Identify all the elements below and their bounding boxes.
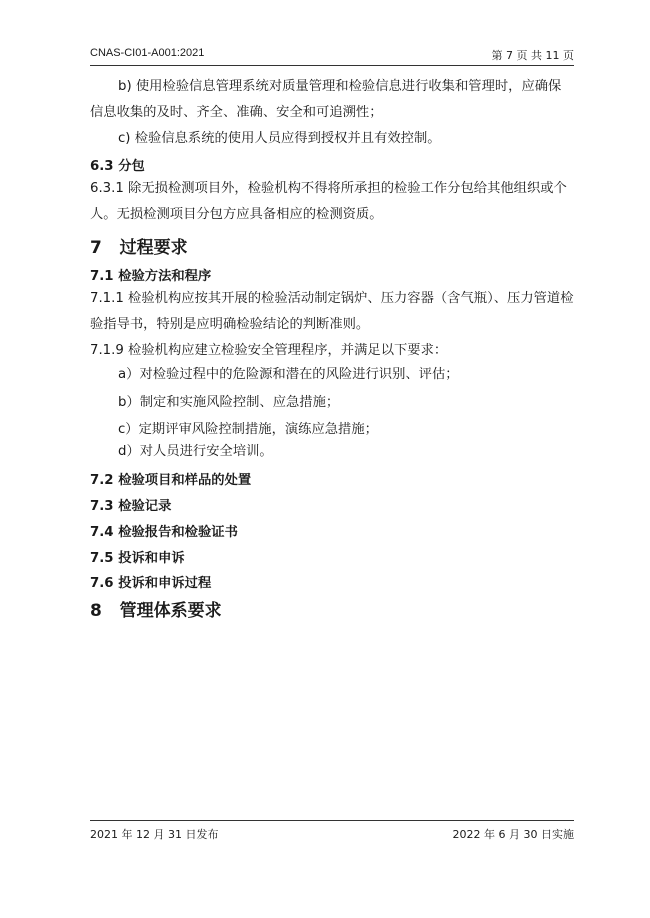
effective-date: 2022 年 6 月 30 日实施 <box>452 828 574 841</box>
section-title: 检验项目和样品的处置 <box>118 473 252 488</box>
section-number: 6.3 <box>90 159 114 174</box>
section-6-3-1-line-1: 6.3.1 除无损检测项目外，检验机构不得将所承担的检验工作分包给其他组织或个 <box>90 181 567 196</box>
section-6-3-1-line-2: 人。无损检测项目分包方应具备相应的检测资质。 <box>90 207 383 222</box>
footer-rule <box>90 820 574 821</box>
section-title: 过程要求 <box>119 238 188 258</box>
list-item-a: a）对检验过程中的危险源和潜在的风险进行识别、评估； <box>118 367 459 382</box>
list-item-d: d）对人员进行安全培训。 <box>118 444 273 459</box>
page-header <box>90 44 574 64</box>
section-number: 8 <box>90 601 102 621</box>
section-8-heading <box>90 600 222 622</box>
list-item-b: b）制定和实施风险控制、应急措施； <box>118 395 340 410</box>
section-number: 7 <box>90 238 102 258</box>
item-b-line-1: b) 使用检验信息管理系统对质量管理和检验信息进行收集和管理时，应确保 <box>118 79 562 94</box>
header-rule <box>90 65 574 66</box>
section-7-6-heading <box>90 575 211 593</box>
section-7-1-1-line-1: 7.1.1 检验机构应按其开展的检验活动制定锅炉、压力容器（含气瓶）、压力管道检 <box>90 291 574 306</box>
section-7-3-heading <box>90 498 171 516</box>
section-number: 7.6 <box>90 576 114 591</box>
section-7-5-heading <box>90 550 185 568</box>
item-c-line: c) 检验信息系统的使用人员应得到授权并且有效控制。 <box>118 131 441 146</box>
issue-date: 2021 年 12 月 31 日发布 <box>90 828 219 841</box>
section-number: 7.3 <box>90 499 114 514</box>
section-7-1-9-line: 7.1.9 检验机构应建立检验安全管理程序，并满足以下要求： <box>90 343 448 358</box>
section-number: 7.2 <box>90 473 114 488</box>
section-7-2-heading <box>90 472 251 490</box>
section-number: 7.1 <box>90 269 114 284</box>
page-info: 第 7 页 共 11 页 <box>491 49 574 62</box>
section-title: 检验方法和程序 <box>118 269 212 284</box>
section-title: 投诉和申诉 <box>118 551 185 566</box>
section-title: 管理体系要求 <box>119 601 222 621</box>
section-title: 分包 <box>118 159 145 174</box>
list-item-c: c）定期评审风险控制措施，演练应急措施； <box>118 422 378 437</box>
doc-code: CNAS-CI01-A001:2021 <box>90 47 205 59</box>
section-number: 7.4 <box>90 525 114 540</box>
section-7-1-heading <box>90 268 211 286</box>
section-7-1-1-line-2: 验指导书，特别是应明确检验结论的判断准则。 <box>90 317 370 332</box>
item-b-line-2: 信息收集的及时、齐全、准确、安全和可追溯性； <box>90 105 383 120</box>
section-title: 检验报告和检验证书 <box>118 525 238 540</box>
section-7-4-heading <box>90 524 238 542</box>
section-number: 7.5 <box>90 551 114 566</box>
section-title: 检验记录 <box>118 499 172 514</box>
section-title: 投诉和申诉过程 <box>118 576 212 591</box>
section-6-3-heading <box>90 158 145 176</box>
section-7-heading <box>90 237 188 259</box>
